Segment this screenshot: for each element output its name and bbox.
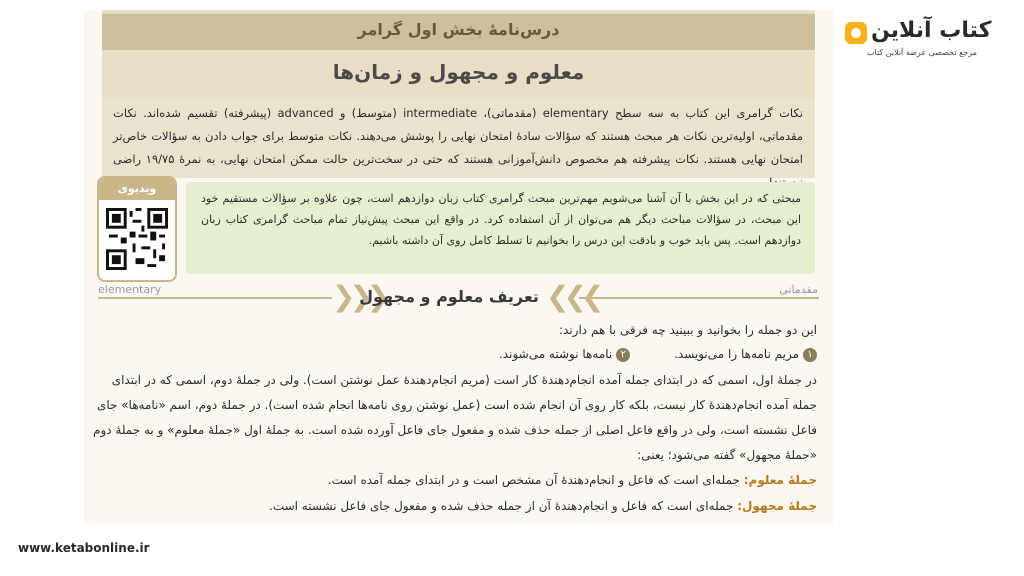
- note-text: مبحثی که در این بخش با آن آشنا می‌شویم مهم‌ترین مبحث گرامری کتاب زبان دوازدهم است، چون علاوه بر سؤالات مستقیم خود این مبحث، در سؤالات مباحث دیگر هم می‌توان از آن استفاده کرد. در واقع این مبحث پیش‌نیاز تمام مباحث گرامری کتاب زبان دوازدهم است. پس باید خوب و بادقت این درس را بخوانیم تا تسلط کامل روی آن داشته باشیم.: [201, 192, 801, 247]
- paragraph-line-3: فاعل نشسته است، ولی در واقع فاعل اصلی از جمله حذف شده و مفعول جای فاعل آورده شده است. به جملهٔ اول «جملهٔ معلوم» و به جملهٔ دوم: [93, 423, 817, 437]
- definition-active-text: جمله‌ای است که فاعل و انجام‌دهندهٔ آن مشخص است و در ابتدای جمله آمده است.: [327, 473, 744, 487]
- section-rule-right: [579, 297, 819, 299]
- intro-text: نکات گرامری این کتاب به سه سطح elementary (مقدماتی)، intermediate (متوسط) و advanced (پیشرفته) تقسیم شده‌اند. نکات مقدماتی، اولیه‌ترین نکات هر مبحث هستند که سؤالات سادهٔ امتحان نهایی را پوشش می‌دهند. نکات متوسط برای جواب دادن به سؤالات خاص‌تر امتحان نهایی هستند. نکات پیشرفته هم مخصوص دانش‌آموزانی هستند که حتی در سخت‌ترین حالت ممکن امتحان نهایی، به نمرهٔ ۱۹/۷۵ راضی: [113, 106, 803, 166]
- definition-active-term: جملهٔ معلوم:: [743, 473, 817, 487]
- title-band: [102, 10, 815, 98]
- qr-code-icon[interactable]: [106, 208, 168, 270]
- definition-passive-term: جملهٔ مجهول:: [737, 499, 817, 513]
- note-box: [186, 182, 815, 274]
- lesson-title: درس‌نامهٔ بخش اول گرامر: [357, 20, 560, 39]
- level-label-en: elementary: [98, 283, 162, 296]
- example-1: مریم نامه‌ها را می‌نویسد.: [674, 347, 799, 361]
- brand-logo[interactable]: [845, 20, 990, 60]
- definition-passive-text: جمله‌ای است که فاعل و انجام‌دهندهٔ آن از جمله حذف شده و مفعول جای فاعل نشسته است.: [269, 499, 738, 513]
- brand-tagline: مرجع تخصصی عرضه آنلاین کتاب: [867, 48, 978, 57]
- lead-text: این دو جمله را بخوانید و ببینید چه فرقی با هم دارند:: [558, 323, 817, 337]
- section-title: تعریف معلوم و مجهول: [359, 287, 539, 306]
- chevron-left-icon: ❮❮❮: [546, 280, 599, 313]
- brand-name: کتاب آنلاین: [871, 18, 992, 43]
- section-rule-left: [98, 297, 332, 299]
- definition-active: [328, 473, 817, 487]
- intro-box: [102, 98, 815, 178]
- lesson-subtitle: معلوم و مجهول و زمان‌ها: [332, 60, 585, 84]
- video-box[interactable]: [97, 176, 177, 282]
- textbook-page: [84, 10, 833, 525]
- examples-row: [499, 347, 817, 362]
- level-label-fa: مقدماتی: [779, 283, 818, 296]
- chevron-right-icon: ❯❯❯: [332, 280, 385, 313]
- example-2: نامه‌ها نوشته می‌شوند.: [498, 347, 613, 361]
- definition-passive: [269, 499, 817, 513]
- paragraph-line-4: «جملهٔ مجهول» گفته می‌شود؛ یعنی:: [637, 448, 817, 462]
- video-label: ویدیوی: [99, 178, 175, 200]
- example-number-2: ۲: [616, 348, 630, 362]
- paragraph-line-1: در جملهٔ اول، اسمی که در ابتدای جمله آمده انجام‌دهندهٔ کار است (مریم انجام‌دهندهٔ عمل نوشتن است). ولی در جملهٔ دوم، اسمی که در ابتدای: [111, 373, 817, 387]
- logo-icon: [845, 22, 867, 44]
- paragraph-line-2: جمله آمده انجام‌دهندهٔ کار نیست، بلکه کار روی آن انجام شده است (عمل نوشتن روی نامه‌ها انجام شده است). در جملهٔ دوم، اسم «نامه‌ها» جای: [96, 398, 817, 412]
- example-number-1: ۱: [803, 348, 817, 362]
- footer-url[interactable]: www.ketabonline.ir: [18, 541, 150, 555]
